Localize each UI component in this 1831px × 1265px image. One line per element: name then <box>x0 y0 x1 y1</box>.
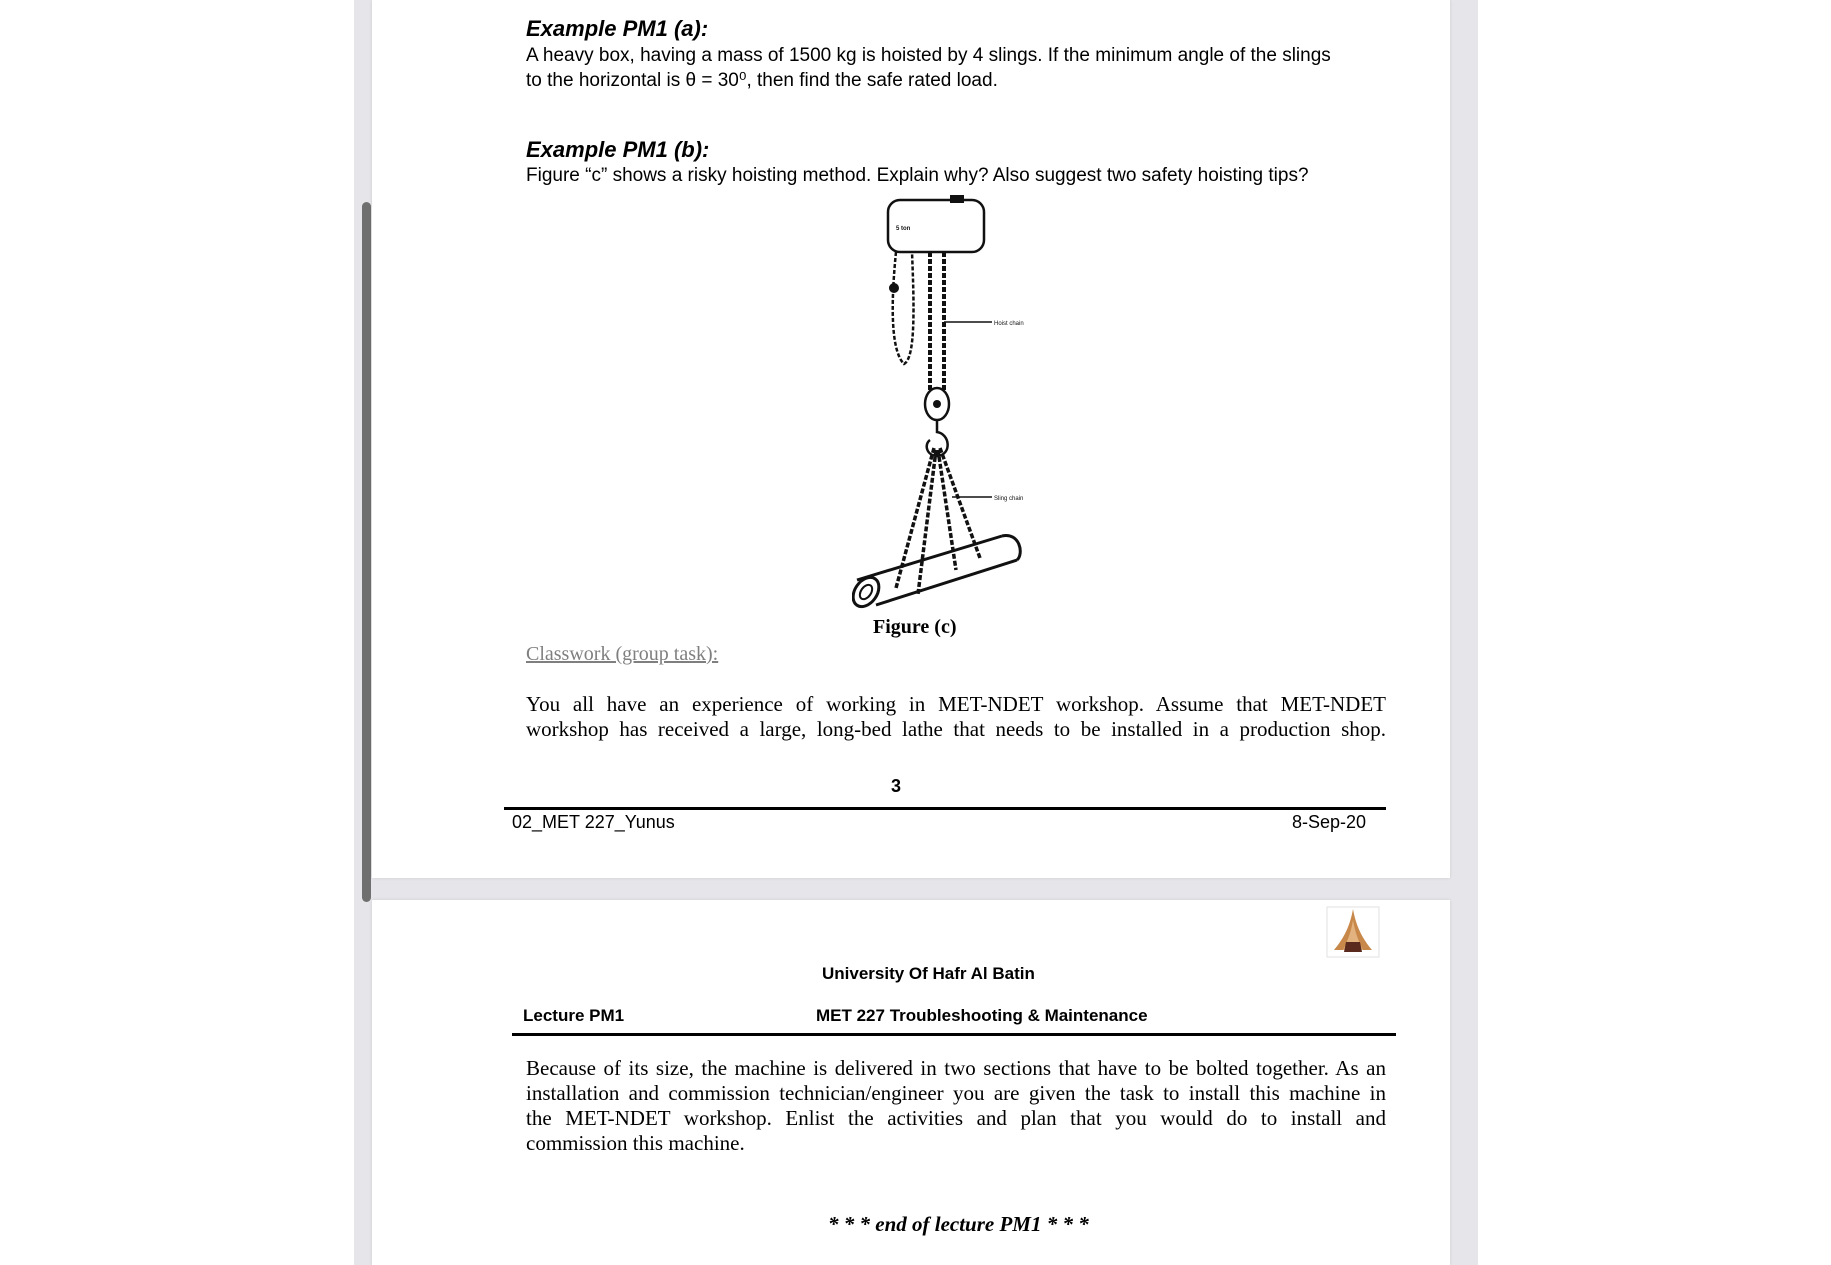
footer-left: 02_MET 227_Yunus <box>512 812 675 832</box>
example-b-line-1: Figure “c” shows a risky hoisting method. Explain why? Also suggest two safety hoisting tips? <box>526 165 1309 186</box>
university-name: University Of Hafr Al Batin <box>822 964 1035 983</box>
figure-caption: Figure (c) <box>873 616 957 638</box>
vertical-scrollbar[interactable] <box>362 202 371 902</box>
example-a-line-2: to the horizontal is θ = 30⁰, then find the safe rated load. <box>526 70 998 91</box>
sling-chain-label: Sling chain <box>994 496 1024 502</box>
document-page-2 <box>372 900 1450 1265</box>
classwork-line-1: You all have an experience of working in MET-NDET workshop. Assume that MET-NDET <box>526 692 1386 716</box>
hoist-figure <box>852 192 1062 612</box>
header-rule <box>512 1033 1396 1036</box>
classwork-line-2: workshop has received a large, long-bed lathe that needs to be installed in a production shop. <box>526 717 1386 741</box>
example-a-title: Example PM1 (a): <box>526 16 709 41</box>
hoist-chain-label: Hoist chain <box>994 321 1024 327</box>
example-a-line-1: A heavy box, having a mass of 1500 kg is hoisted by 4 slings. If the minimum angle of the slings <box>526 45 1331 66</box>
pipe <box>852 536 1020 612</box>
end-of-lecture: * * * end of lecture PM1 * * * <box>828 1212 1089 1236</box>
document-page-1 <box>372 0 1450 878</box>
example-b-title: Example PM1 (b): <box>526 137 710 162</box>
university-logo <box>1326 906 1380 958</box>
classwork-heading: Classwork (group task): <box>526 643 719 665</box>
body-line-4: commission this machine. <box>526 1131 745 1155</box>
page-number: 3 <box>891 776 902 796</box>
footer-right: 8-Sep-20 <box>1291 812 1366 832</box>
lecture-label: Lecture PM1 <box>523 1006 625 1025</box>
course-title: MET 227 Troubleshooting & Maintenance <box>816 1006 1148 1025</box>
body-line-2: installation and commission technician/engineer you are given the task to install this machine in <box>526 1081 1386 1105</box>
hoist-capacity-label: 5 ton <box>896 226 911 232</box>
footer-rule <box>504 807 1386 810</box>
body-line-3: the MET-NDET workshop. Enlist the activities and plan that you would do to install and <box>526 1106 1386 1130</box>
body-line-1: Because of its size, the machine is delivered in two sections that have to be bolted together. As an <box>526 1056 1386 1080</box>
